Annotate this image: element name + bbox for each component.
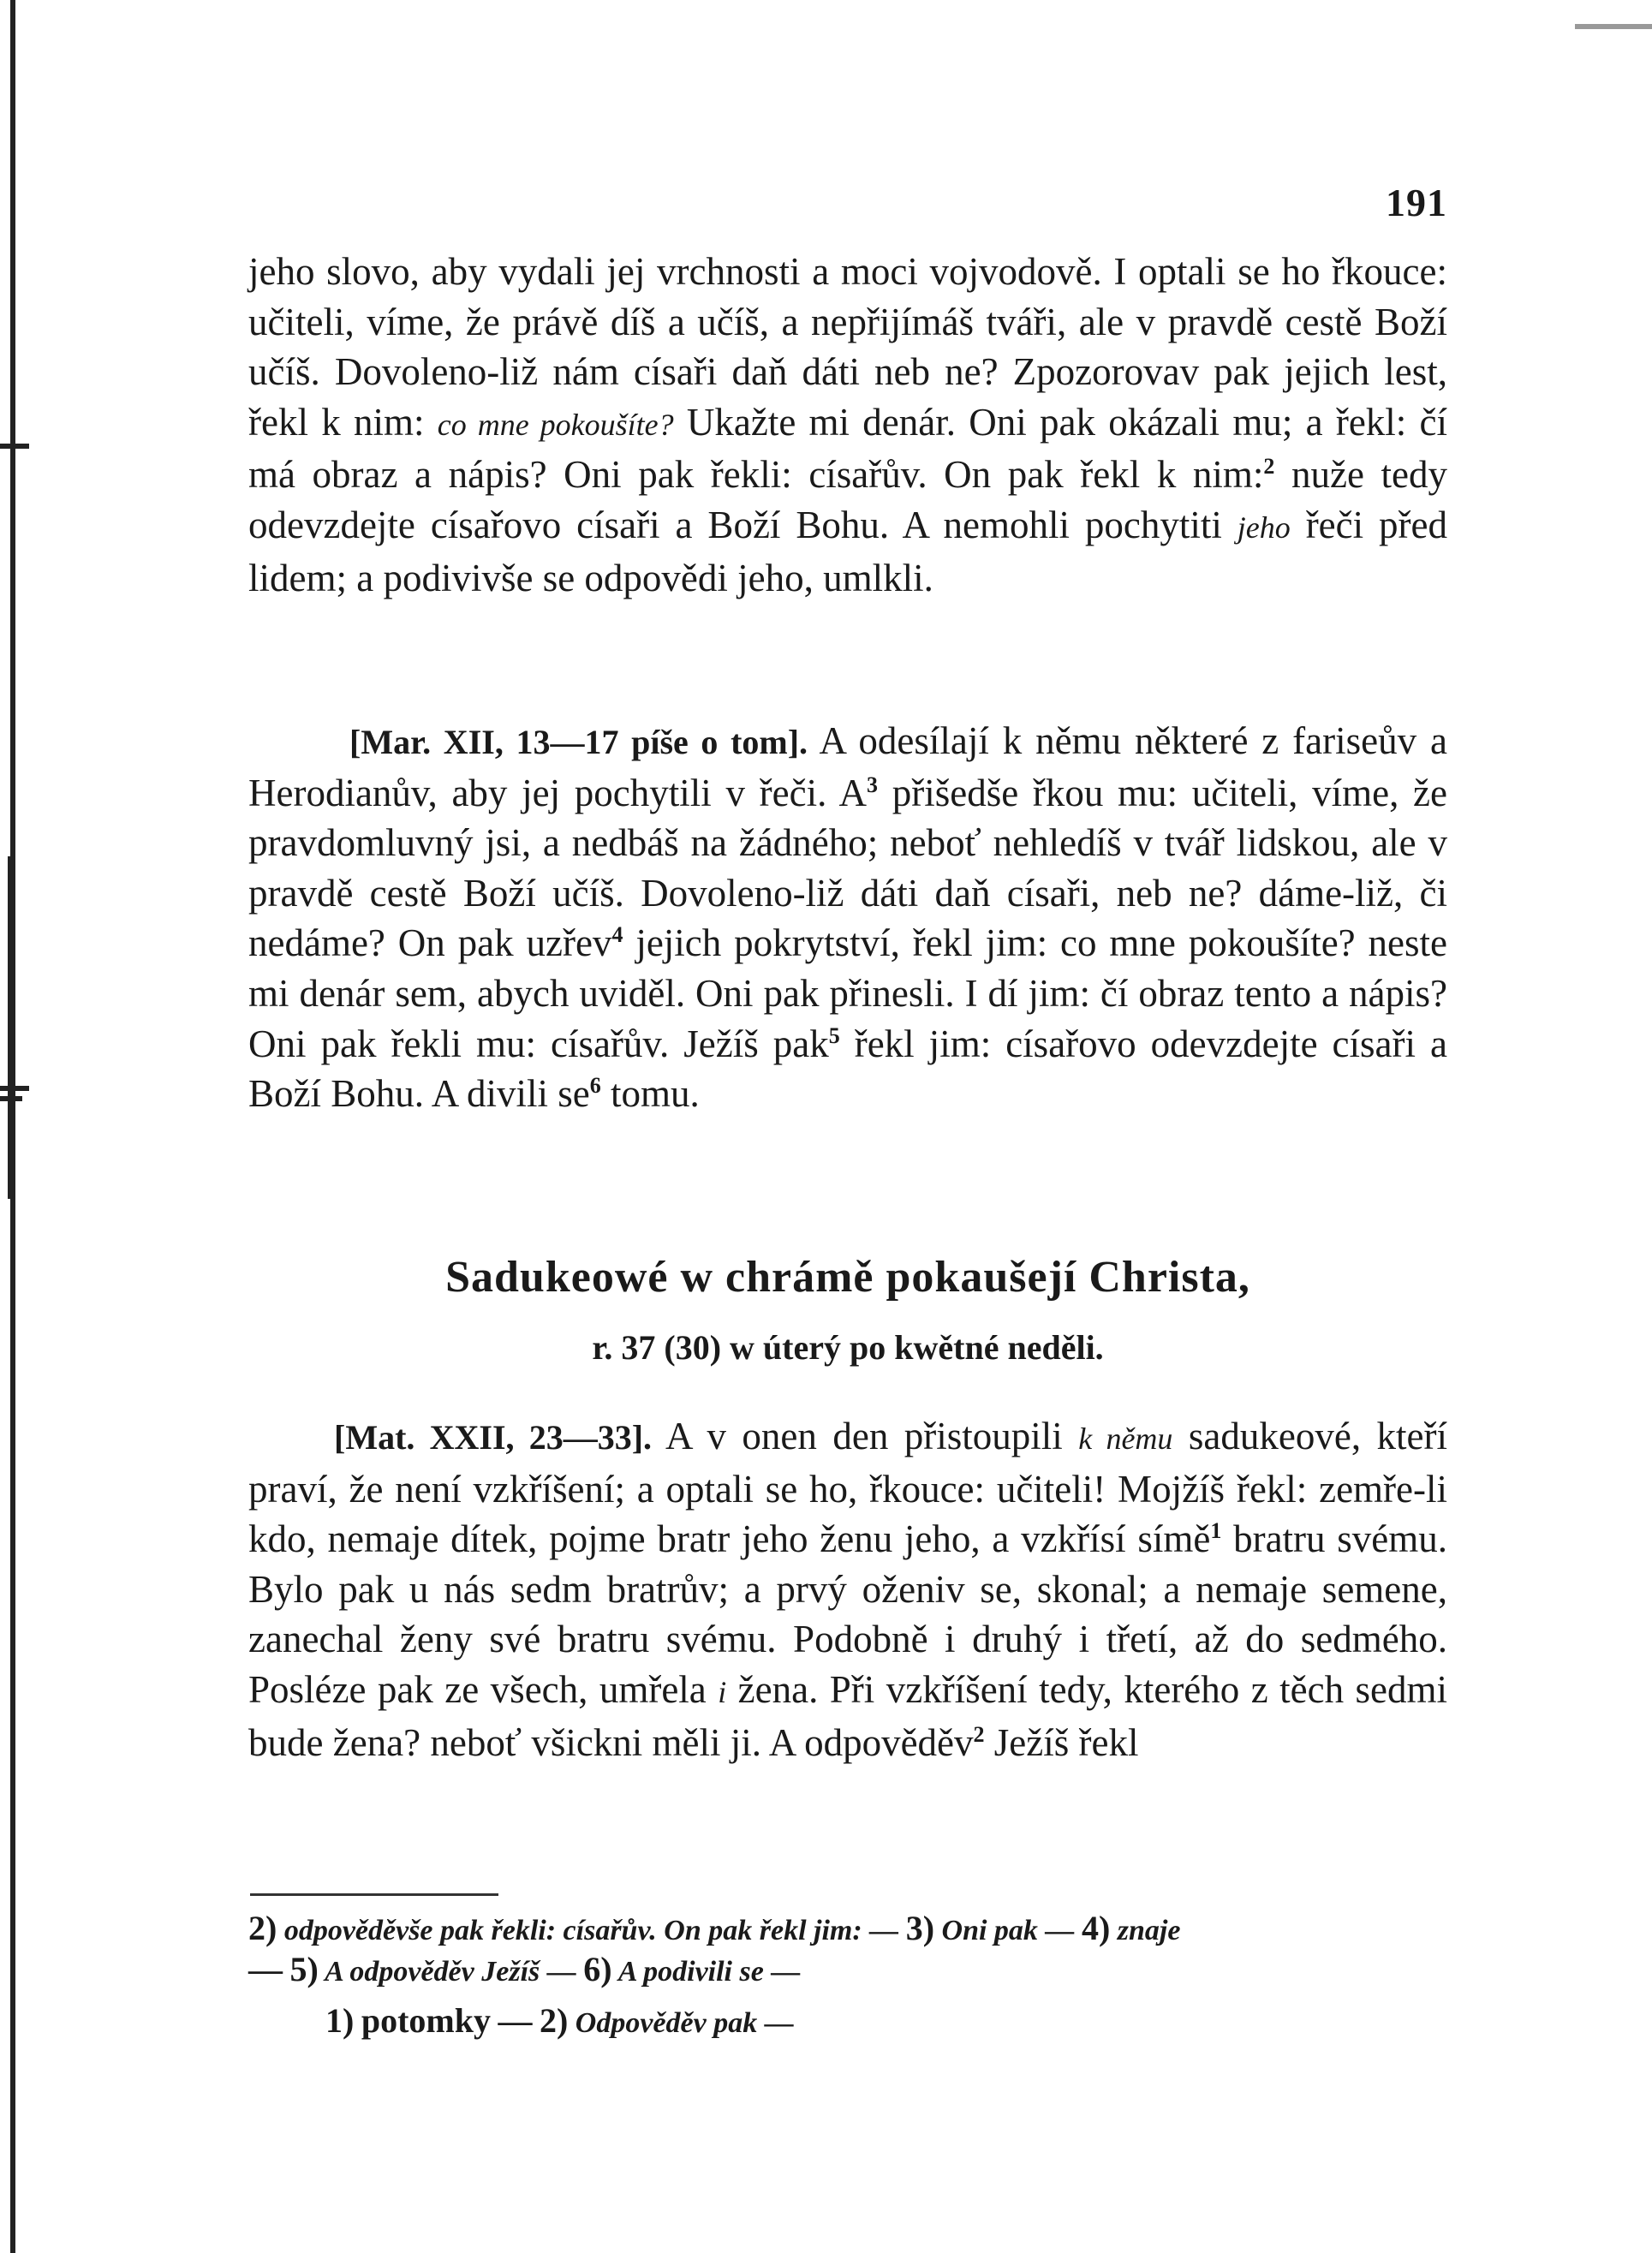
- paragraph-text: žena. Při vzkříšení tedy, kterého z těch sedmi bude žena? neboť všickni měli ji. A odpověděv: [248, 1667, 1447, 1764]
- paragraph-text: tomu.: [611, 1072, 700, 1116]
- paragraph-italic: i: [718, 1674, 727, 1709]
- paragraph-text: nuže tedy odevzdejte císařovo císaři a Boží Bohu. A nemohli pochytiti: [248, 453, 1447, 546]
- section-subheading: r. 37 (30) w úterý po kwětné neděli.: [592, 1328, 1104, 1367]
- paragraph-text: přišedše řkou mu: učiteli, víme, že pravdomluvný jsi, a nedbáš na žádného; neboť nehledíš v tvář lidskou, ale v pravdě cestě Boží učíš. Dovoleno-liž dáti daň císaři, neb ne? dáme-liž, či nedáme? On pak uzřev: [248, 771, 1447, 965]
- section-heading: Sadukeowé w chrámě pokaušejí Christa,: [445, 1253, 1250, 1302]
- footnote-text: odpověděvše pak řekli: císařův. On pak řekl jim: —: [283, 1915, 899, 1946]
- footnote-marker: 1: [1210, 1518, 1222, 1544]
- footnote-separator: —: [248, 1950, 283, 1988]
- paragraph-text: bratru svému. Bylo pak u nás sedm bratrův; a prvý oženiv se, skonal; a nemaje semene, zanechal ženy své bratru svému. Podobně i druhý i třetí, až do sedmého. Posléze pak ze všech, umřela: [248, 1517, 1448, 1711]
- footnote-text: Odpověděv pak —: [575, 2007, 794, 2039]
- footnote-number: 4): [1081, 1909, 1111, 1947]
- footnote-line-2: [248, 1949, 1464, 1993]
- footnote-divider: [250, 1893, 498, 1896]
- footnote-separator: —: [498, 2001, 533, 2040]
- footnote-marker: 6: [589, 1073, 601, 1099]
- scripture-reference: [Mat. XXII, 23—33].: [334, 1418, 653, 1457]
- footnote-line-3: [325, 2000, 1456, 2044]
- scripture-reference: [Mar. XII, 13—17 píše o tom].: [349, 723, 808, 761]
- paragraph-text: řekl jim: císařovo odevzdejte císaři a Boží Bohu. A divili se: [248, 1022, 1447, 1116]
- footnote-marker: 3: [867, 772, 879, 797]
- paragraph-text: řeči před lidem; a podivivše se odpovědi jeho, umlkli.: [248, 503, 1447, 599]
- footnote-text: A odpověděv Ježíš —: [325, 1956, 576, 1988]
- footnote-marker: 2: [1263, 454, 1275, 480]
- binding-tick: [0, 1096, 22, 1101]
- footnote-number: 2): [248, 1909, 277, 1947]
- paragraph-text: jeho slovo, aby vydali jej vrchnosti a moci vojvodově. I optali se ho řkouce: učiteli, víme, že právě díš a učíš, a nepřijímáš tváři, ale v pravdě cestě Boží učíš. Dovoleno-liž nám císaři daň dáti neb ne? Zpozorovav pak jejich lest, řekl k nim:: [248, 250, 1447, 444]
- paragraph-italic: co mne pokoušíte?: [437, 407, 674, 442]
- footnote-number: 2): [539, 2001, 569, 2040]
- paragraph-text: Ježíš řekl: [993, 1720, 1139, 1764]
- footnote-text: Oni pak —: [941, 1915, 1075, 1946]
- paragraph-3: [248, 1411, 1447, 1767]
- footnote-number: 3): [905, 1909, 935, 1947]
- footnote-text: znaje: [1117, 1915, 1181, 1946]
- binding-line-thick: [8, 856, 15, 1199]
- binding-tick: [0, 444, 29, 449]
- footnote-number: 1): [325, 2001, 355, 2040]
- paragraph-text: jejich pokrytství, řekl jim: co mne pokoušíte? neste mi denár sem, abych uviděl. Oni pak přinesli. I dí jim: čí obraz tento a nápis? Oni pak řekli mu: císařův. Ježíš pak: [248, 921, 1447, 1065]
- page-number: 191: [1386, 181, 1447, 224]
- paragraph-text: sadukeové, kteří praví, že není vzkříšení; a optali se ho, řkouce: učiteli! Mojžíš řekl: zemře-li kdo, nemaje dítek, pojme bratr jeho ženu jeho, a vzkřísí símě: [248, 1415, 1447, 1561]
- footnote-text: potomky: [361, 2001, 491, 2040]
- scan-corner-mark: [1575, 24, 1652, 29]
- binding-edge: [0, 0, 19, 2253]
- paragraph-text: A v onen den přistoupili: [665, 1415, 1063, 1457]
- paragraph-text: Ukažte mi denár. Oni pak okázali mu; a řekl: čí má obraz a nápis? Oni pak řekli: císařův. On pak řekl k nim:: [248, 400, 1448, 497]
- footnote-text: A podivili se —: [617, 1956, 801, 1988]
- binding-tick: [0, 1086, 29, 1091]
- footnote-line-1: [248, 1908, 1464, 1952]
- footnote-marker: 5: [828, 1022, 840, 1048]
- paragraph-1: [248, 247, 1447, 603]
- footnote-marker: 2: [973, 1721, 985, 1747]
- footnote-number: 5): [289, 1950, 319, 1988]
- footnote-number: 6): [583, 1950, 612, 1988]
- footnote-marker: 4: [611, 922, 623, 948]
- paragraph-2: [248, 716, 1447, 1119]
- paragraph-italic: k němu: [1078, 1422, 1173, 1456]
- paragraph-text: A odesílají k němu některé z fariseův a Herodianův, aby jej pochytili v řeči. A: [248, 719, 1447, 814]
- paragraph-italic: jeho: [1237, 510, 1291, 545]
